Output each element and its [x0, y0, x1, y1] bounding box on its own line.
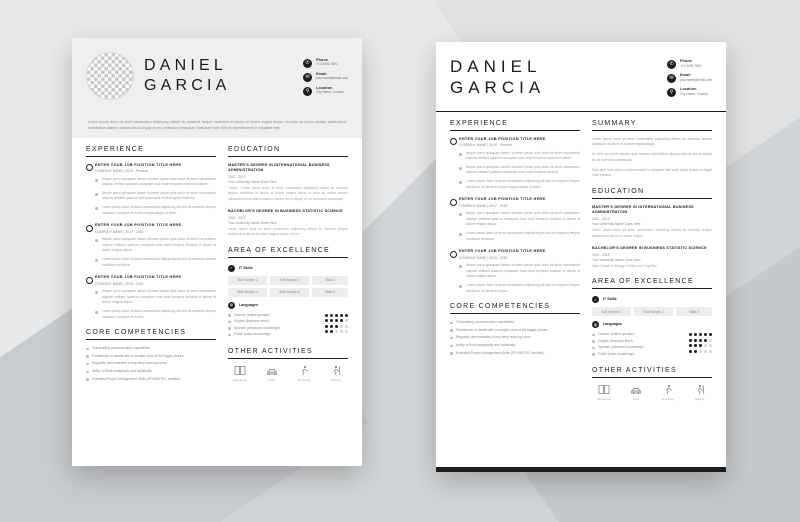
- experience-entry: [86, 223, 216, 268]
- languages-group-label: Languages: [239, 302, 258, 307]
- degree-note: Lorem ipsum dolor sit amet consectetur adipiscing elitsed do eiusmod tempor incididunt ut labore et dolore magna aliqua ut enim.: [228, 226, 348, 237]
- section-title-other-activities: OTHER ACTIVITIES: [592, 367, 712, 378]
- skill-chip: Skill Sample 1: [228, 276, 267, 285]
- contact-value: +12 3456 7890: [680, 63, 702, 68]
- resume-header: [72, 38, 362, 112]
- page-title: [450, 56, 657, 99]
- language-item: Spanish (advanced knowledge): [592, 345, 683, 349]
- language-item: Spanish (advanced knowledge): [228, 326, 319, 330]
- list-item: Regularly demonstrates a very deep learning curve: [86, 361, 216, 366]
- car-icon: [630, 384, 642, 395]
- contact-item[interactable]: [303, 58, 348, 68]
- job-bullet: Neque porro quisquam labore dolorem ipsum quia dolor sit amet consectetur adipisci velitsed quianon numquam eius modi tempora incidunt ut labore.: [459, 151, 580, 162]
- rating-row: [689, 339, 712, 342]
- language-list: [228, 313, 348, 339]
- contact-item[interactable]: [667, 59, 712, 69]
- intro-paragraph: Lorem ipsum dolor sit amet consectetur adipiscing elitsed do eiusmod tempor incididunt ut labore et dolore magna aliqua. Ut enim ad minim veniam quisnostrud exercitation ullamco laboris nisi ut aliquip ex ea commodo consequat. Duis aute irure dolor in reprehenderit in voluptate velit.: [72, 112, 362, 138]
- section-title-other-activities: OTHER ACTIVITIES: [228, 348, 348, 359]
- job-bullet: Lorem ipsum dolor sit amet consectetur adipiscing elit sed do eiusmod tempor incididunt ut labore et dolore.: [95, 309, 216, 320]
- column-education: [228, 144, 348, 385]
- contact-value: City Name, Country: [680, 91, 708, 96]
- last-name: GARCIA: [450, 78, 546, 98]
- column-experience: [450, 118, 580, 402]
- email-icon: ✉: [303, 73, 312, 82]
- language-item: German (native speaker): [228, 313, 319, 317]
- activity-label: Hiking: [331, 377, 341, 382]
- list-item: Extended Project Management Skills (SPHINXTEC certified): [86, 377, 216, 382]
- activity-label: Auto: [632, 397, 640, 402]
- job-title: ENTER YOUR JOB POSITION TITLE HERE.: [95, 223, 183, 228]
- list-item: Extended Project Management Skills (SPHINXTEC certified): [450, 351, 580, 356]
- email-icon: ✉: [667, 74, 676, 83]
- job-title: ENTER YOUR JOB POSITION TITLE HERE.: [459, 136, 547, 141]
- skill-chip-list: [592, 307, 712, 316]
- contact-item[interactable]: [667, 87, 712, 97]
- activity-item: [260, 365, 284, 382]
- running-icon: [662, 384, 674, 395]
- globe-icon: ◍: [593, 321, 598, 327]
- section-title-core-competencies: CORE COMPETENCIES: [86, 329, 216, 340]
- core-competency-list: [86, 346, 216, 381]
- list-item: Outstanding communication capabilities: [450, 320, 580, 325]
- section-title-summary: SUMMARY: [592, 120, 712, 131]
- language-rating: [689, 332, 712, 358]
- contact-item[interactable]: [667, 73, 712, 83]
- activity-item: [688, 384, 712, 401]
- job-bullets: [95, 289, 216, 320]
- book-icon: [598, 384, 610, 395]
- contact-label: Email: [316, 72, 327, 76]
- list-item: Ability to think analytically and holistically: [86, 369, 216, 374]
- job-company: COMPANY NAME | 2015 - 2016: [459, 256, 508, 260]
- summary-paragraph: Duis aute irure dolor in reprehenderit in voluptate velit esse cillum dolore eu fugiat nulla pariatur.: [592, 167, 712, 178]
- rating-row: [689, 350, 712, 353]
- section-title-education: EDUCATION: [592, 188, 712, 199]
- job-bullets: [459, 263, 580, 294]
- contact-list: [303, 56, 348, 96]
- list-item: Persistence in details with a complex view of the bigger picture: [86, 354, 216, 359]
- job-bullet: Lorem ipsum dolor sit amet consectetur adipiscing elit sed do eiusmod tempor incididunt ut labore et dolore magna aliqua ut enim.: [459, 179, 580, 190]
- section-title-area-of-excellence: AREA OF EXCELLENCE: [228, 247, 348, 258]
- activity-label: Auto: [268, 377, 276, 382]
- list-item: Regularly demonstrates a very deep learning curve: [450, 335, 580, 340]
- contact-label: Location: [680, 87, 697, 92]
- column-experience: [86, 144, 216, 385]
- contact-list: [667, 57, 712, 97]
- contact-item[interactable]: [303, 72, 348, 82]
- language-rating: [325, 313, 348, 339]
- job-bullet: Neque porro quisquam labore dolorem ipsum quia dolor sit amet consectetur adipisci velitsed quianon numquam eius modi tempora incidunt ut labore.: [95, 177, 216, 188]
- activity-item: [592, 384, 616, 401]
- book-icon: [234, 365, 246, 376]
- experience-entry: [450, 249, 580, 294]
- job-company: COMPANY NAME | 2015 - 2016: [95, 282, 144, 287]
- skills-group-label: IT Skills: [603, 297, 617, 302]
- section-title-experience: EXPERIENCE: [450, 120, 580, 131]
- rating-row: [325, 325, 348, 328]
- phone-icon: ✆: [303, 59, 312, 68]
- job-title: ENTER YOUR JOB POSITION TITLE HERE.: [95, 162, 183, 167]
- degree-note: Thesis: "Lorem ipsum dolor sit amet consectetur adipiscing elitsed do eiusmod tempor incididunt ut labore et dolore magna aliqua ut enim ad minim veniam quisnostrud exercitation ullamco laboris nisi ut aliquip ex ea commodo consequat.": [228, 185, 348, 201]
- avatar: [86, 52, 134, 100]
- skills-group-header: [228, 264, 348, 272]
- rating-row: [325, 330, 348, 333]
- hiking-icon: [694, 384, 706, 395]
- page-title: [144, 56, 293, 96]
- rating-row: [325, 314, 348, 317]
- experience-entry: [86, 163, 216, 217]
- job-bullet: Lorem ipsum dolor sit amet consectetur adipiscing elit sed do eiusmod tempor incididunt ut labore et dolore.: [459, 283, 580, 294]
- skills-group-header: [592, 295, 712, 303]
- contact-label: Phone: [316, 58, 329, 62]
- first-name: DANIEL: [450, 57, 542, 76]
- running-icon: [298, 365, 310, 376]
- language-item: Polish (basic knowledge): [592, 352, 683, 356]
- school-name: Your University Name Goes Here: [228, 179, 277, 184]
- job-bullets: [95, 177, 216, 217]
- skill-chip: Skill Sample 2: [270, 276, 309, 285]
- skill-chip: Skill Sample 1: [592, 307, 631, 316]
- list-item: Ability to think analytically and holistically: [450, 343, 580, 348]
- skill-chip: Skills 6: [312, 288, 348, 297]
- activity-item: [228, 365, 252, 382]
- school-name: Your University Name Goes Here: [592, 222, 641, 227]
- language-item: German (native speaker): [592, 332, 683, 336]
- car-icon: [266, 365, 278, 376]
- job-company: COMPANY NAME | 2019 - Present: [459, 143, 512, 148]
- contact-label: Phone: [680, 59, 693, 64]
- job-bullet: Lorem ipsum dolor sit amet consectetur adipiscing elit sed do eiusmod tempor incididunt ut labore et dolore magna aliqua ut enim.: [95, 205, 216, 216]
- activity-list: [228, 365, 348, 382]
- languages-group-label: Languages: [603, 322, 622, 327]
- activity-item: [292, 365, 316, 382]
- list-item: Persistence in details with a complex view of the bigger picture: [450, 328, 580, 333]
- skill-chip: Skills 3: [312, 276, 348, 285]
- list-item: Outstanding communication capabilities: [86, 346, 216, 351]
- skill-chip: Skills 3: [676, 307, 712, 316]
- activity-item: [324, 365, 348, 382]
- degree-years: 2014 - 2015: [592, 252, 610, 257]
- activity-item: [624, 384, 648, 401]
- job-title: ENTER YOUR JOB POSITION TITLE HERE.: [459, 197, 547, 202]
- school-name: Your University Name Goes Here: [228, 220, 277, 225]
- activity-label: Hiking: [695, 397, 705, 402]
- degree: BACHELOR'S DEGREE IN BUSINESS STATISTIC SCIENCE: [592, 246, 707, 251]
- language-item: Polish (basic knowledge): [228, 332, 319, 336]
- globe-icon: ◍: [229, 302, 234, 308]
- rating-row: [689, 344, 712, 347]
- phone-icon: ✆: [667, 60, 676, 69]
- language-item: English (business level): [592, 339, 683, 343]
- column-summary: [592, 118, 712, 402]
- rating-row: [325, 319, 348, 322]
- degree: MASTER'S DEGREE IN INTERNATIONAL BUSINESS ADMINISTRATION: [592, 205, 694, 215]
- job-company: COMPANY NAME | 2017 - 2018: [95, 229, 144, 234]
- job-bullets: [95, 237, 216, 268]
- section-title-area-of-excellence: AREA OF EXCELLENCE: [592, 278, 712, 289]
- job-bullet: Neque porro quisquam labore dolorem ipsum quia dolor sit amet consectetur adipisci velitsed quianon numquam eius modi tempora incidunt.: [95, 191, 216, 202]
- degree-years: 2012 - 2013: [592, 217, 610, 222]
- skill-chip: Skill Sample 4: [228, 288, 267, 297]
- activity-item: [656, 384, 680, 401]
- skill-chip-list: [228, 276, 348, 297]
- experience-entry: [450, 137, 580, 191]
- activity-label: Running: [297, 377, 311, 382]
- section-title-education: EDUCATION: [228, 146, 348, 157]
- activity-label: Literature: [232, 377, 248, 382]
- hiking-icon: [330, 365, 342, 376]
- education-entry: [592, 246, 712, 269]
- job-company: COMPANY NAME | 2017 - 2018: [459, 203, 508, 208]
- rating-row: [689, 333, 712, 336]
- job-bullet: Neque porro quisquam labore dolorem ipsum quia dolor sit amet consectetur adipisci velitsed quianon numquam eius modi tempora incidunt ut labore et dolore magna aliqua.: [95, 237, 216, 254]
- location-icon: ⚲: [667, 88, 676, 97]
- check-circle-icon: ✓: [593, 296, 598, 302]
- activity-label: Running: [661, 397, 675, 402]
- language-list: [592, 332, 712, 358]
- contact-item[interactable]: [303, 86, 348, 96]
- languages-group-header: [228, 301, 348, 309]
- degree-note: Main Course in Biology, Politics and Cognitive.: [592, 263, 658, 268]
- activity-list: [592, 384, 712, 401]
- job-title: ENTER YOUR JOB POSITION TITLE HERE.: [459, 249, 547, 254]
- contact-value: yourname@email.com: [316, 76, 348, 81]
- job-company: COMPANY NAME | 2019 - Present: [95, 169, 148, 174]
- resume-header: [436, 42, 726, 111]
- degree: BACHELOR'S DEGREE IN BUSINESS STATISTIC SCIENCE: [228, 208, 343, 213]
- skill-chip: Skill Sample 2: [634, 307, 673, 316]
- job-bullet: Neque porro quisquam labore dolorem ipsum quia dolor sit amet consectetur adipisci velitsed quianon numquam eius modi tempora incidunt.: [459, 165, 580, 176]
- job-bullet: Neque porro quisquam labore dolorem ipsum quia dolor sit amet consectetur adipisci velitsed quianon numquam eius modi tempora incidunt ut labore et dolore magna aliqua.: [459, 263, 580, 280]
- skills-group-label: IT Skills: [239, 265, 253, 270]
- job-bullet: Lorem ipsum dolor sit amet consectetur adipiscing elit sed do eiusmod tempor incididunt ut labore.: [459, 231, 580, 242]
- job-bullet: Neque porro quisquam labore dolorem ipsum quia dolor sit amet consectetur adipisci velitsed quianon numquam eius modi tempora incidunt ut labore et dolore magna aliqua.: [95, 289, 216, 306]
- location-icon: ⚲: [303, 87, 312, 96]
- job-title: ENTER YOUR JOB POSITION TITLE HERE.: [95, 275, 183, 280]
- contact-value: yourname@email.com: [680, 77, 712, 82]
- experience-entry: [450, 197, 580, 242]
- section-title-experience: EXPERIENCE: [86, 146, 216, 157]
- activity-label: Literature: [596, 397, 612, 402]
- languages-group-header: [592, 320, 712, 328]
- resume-body: [72, 138, 362, 395]
- job-bullets: [459, 211, 580, 242]
- contact-value: +12 3456 7890: [316, 62, 338, 67]
- degree-years: 2014 - 2015: [228, 215, 246, 220]
- job-bullet: Neque porro quisquam labore dolorem ipsum quia dolor sit amet consectetur adipisci velitsed quianon numquam eius modi tempora incidunt ut labore et dolore magna aliqua.: [459, 211, 580, 228]
- section-title-core-competencies: CORE COMPETENCIES: [450, 303, 580, 314]
- experience-entry: [86, 275, 216, 320]
- job-bullets: [459, 151, 580, 191]
- first-name: DANIEL: [144, 57, 227, 74]
- resume-body: [436, 112, 726, 412]
- last-name: GARCIA: [144, 77, 231, 94]
- contact-label: Location: [316, 86, 333, 90]
- contact-label: Email: [680, 73, 691, 78]
- degree-note: Lorem ipsum dolor sit amet consectetur adipiscing elitsed do eiusmod tempor incididunt ut labore et dolore magna.: [592, 228, 712, 238]
- language-item: English (business level): [228, 319, 319, 323]
- education-entry: [592, 205, 712, 239]
- resume-page-2[interactable]: [436, 42, 726, 472]
- resume-page-1[interactable]: [72, 38, 362, 466]
- check-circle-icon: ✓: [229, 265, 234, 271]
- skill-chip: Skill Sample 5: [270, 288, 309, 297]
- job-bullet: Lorem ipsum dolor sit amet consectetur adipiscing elit sed do eiusmod tempor incididunt ut labore.: [95, 257, 216, 268]
- summary-paragraph: Ut enim ad minim veniam quis nostrud exercitation ullamco laboris nisi ut aliquip ex ea commodo consequat.: [592, 152, 712, 162]
- school-name: Your University Name Goes Here: [592, 257, 641, 262]
- core-competency-list: [450, 320, 580, 355]
- education-entry: [228, 163, 348, 202]
- education-entry: [228, 209, 348, 238]
- contact-value: City Name, Country: [316, 90, 344, 95]
- degree: MASTER'S DEGREE IN INTERNATIONAL BUSINESS ADMINISTRATION: [228, 162, 330, 172]
- degree-years: 2012 - 2013: [228, 174, 246, 179]
- summary-paragraph: Lorem ipsum dolor sit amet consectetur adipiscing elitsed do eiusmod tempor incididunt ut labore et dolore magna aliqua.: [592, 136, 712, 147]
